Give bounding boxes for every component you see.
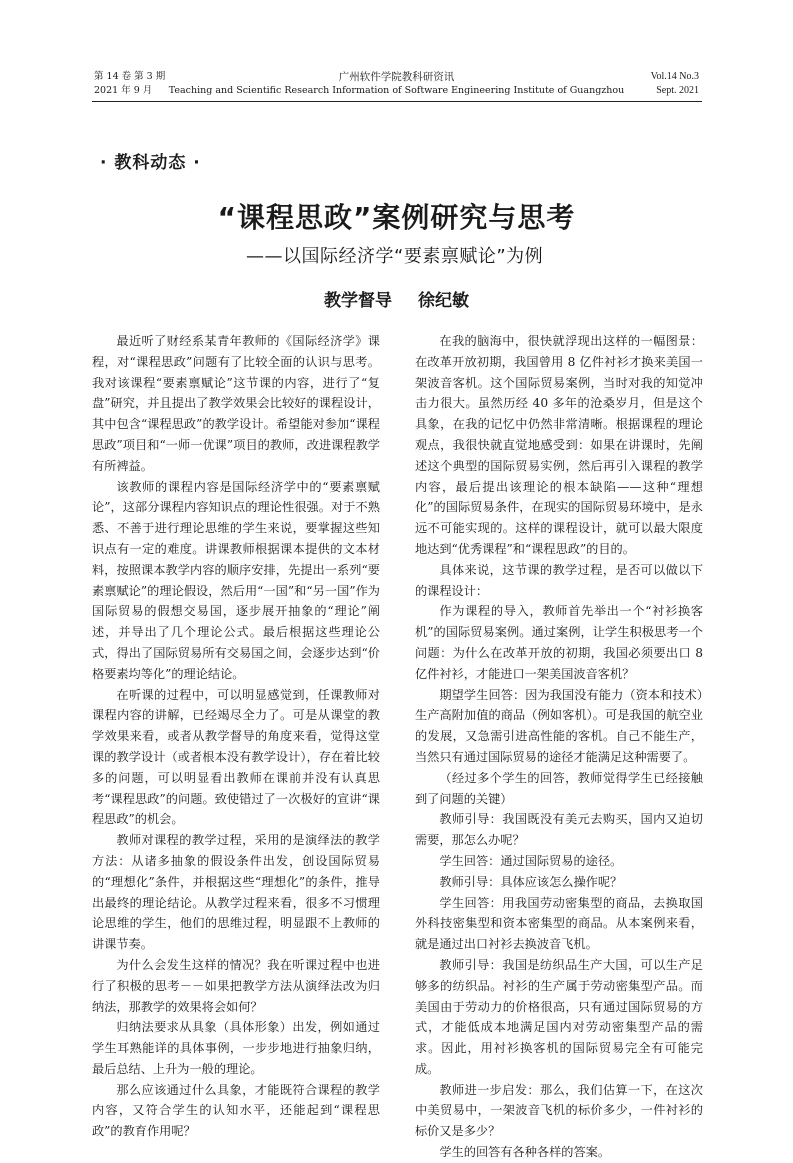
- author-line: [0, 286, 793, 311]
- date-cn: 2021 年 9 月: [94, 85, 153, 96]
- paragraph: 教师对课程的教学过程，采用的是演绎法的教学方法：从诸多抽象的假设条件出发，创设国际贸易的“理想化”条件，并根据这些“理想化”的条件，推导出最终的理论结论。从教学过程来看，很多不习惯理论思维的学生，他们的思维过程，明显跟不上教师的讲课节奏。: [92, 833, 380, 952]
- paragraph: 作为课程的导入，教师首先举出一个“衬衫换客机”的国际贸易案例。通过案例，让学生积极思考一个问题：为什么在改革开放的初期，我国必须要出口 8 亿件衬衫，才能进口一架美国波音客机？: [415, 604, 703, 681]
- body-column-left: [92, 331, 380, 1142]
- paragraph: 在听课的过程中，可以明显感觉到，任课教师对课程内容的讲解，已经竭尽全力了。可是从课堂的教学效果来看，或者从教学督导的角度来看，觉得这堂课的教学设计（或者根本没有教学设计），存在着比较多的问题，可以明显看出教师在课前并没有认真思考“课程思政”的问题。致使错过了一次极好的宣讲“课程思政”的机会。: [92, 687, 380, 827]
- author-name: 徐纪敏: [417, 291, 469, 311]
- paragraph: 那么应该通过什么具象，才能既符合课程的教学内容，又符合学生的认知水平，还能起到“课程思政”的教育作用呢？: [92, 1082, 380, 1139]
- paragraph: 学生回答：用我国劳动密集型的商品，去换取国外科技密集型和资本密集型的商品。从本案例来看，就是通过出口衬衫去换波音飞机。: [415, 895, 703, 952]
- date-en: Sept. 2021: [656, 85, 699, 96]
- volume-en: Vol.14 No.3: [650, 71, 699, 82]
- paragraph: 学生的回答有各种各样的答案。: [439, 1145, 611, 1160]
- paragraph: 为什么会发生这样的情况？我在听课过程中也进行了积极的思考－－如果把教学方法从演绎法改为归纳法，那教学的效果将会如何？: [92, 957, 380, 1014]
- paragraph: （经过多个学生的回答，教师觉得学生已经接触到了问题的关键）: [415, 770, 703, 806]
- body-column-right: [415, 331, 703, 1163]
- paragraph: 在我的脑海中，很快就浮现出这样的一幅图景：在改革开放初期，我国曾用 8 亿件衬衫才换来美国一架波音客机。这个国际贸易案例，当时对我的知觉冲击力很大。虽然历经 40 多年的沧桑岁月，但是这个具象，在我的记忆中仍然非常清晰。根据课程的理论观点，我很快就直觉地感受到：如果在讲课时，先阐述这个典型的国际贸易实例，然后再引入课程的教学内容，最后提出该理论的根本缺陷——这种“理想化”的国际贸易条件，在现实的国际贸易环境中，是永远不可能实现的。这样的课程设计，就可以最大限度地达到“优秀课程”和“课程思政”的目的。: [415, 334, 703, 556]
- article-subtitle: ——以国际经济学“要素禀赋论”为例: [246, 246, 544, 267]
- paragraph: 归纳法要求从具象（具体形象）出发，例如通过学生耳熟能详的具体事例，一步步地进行抽象归纳，最后总结、上升为一般的理论。: [92, 1020, 380, 1076]
- paragraph: 学生回答：通过国际贸易的途径。: [439, 853, 623, 868]
- paragraph: 教师引导：我国既没有美元去购买，国内又迫切需要，那怎么办呢？: [415, 812, 703, 848]
- journal-title-en: Teaching and Scientific Research Information of Software Engineering Institute of Guangzhou: [168, 85, 625, 96]
- volume-cn: 第 14 卷 第 3 期: [94, 71, 166, 82]
- paragraph: 教师引导：具体应该怎么操作呢？: [439, 874, 623, 889]
- paragraph: 具体来说，这节课的教学过程，是否可以做以下的课程设计：: [415, 562, 703, 598]
- author-role: 教学督导: [324, 291, 393, 311]
- journal-title-cn: 广州软件学院教科研资讯: [338, 71, 455, 83]
- paragraph: 该教师的课程内容是国际经济学中的“要素禀赋论”，这部分课程内容知识点的理论性很强。对于不熟悉、不善于进行理论思维的学生来说，要掌握这些知识点有一定的难度。讲课教师根据课本提供的文本材料，按照课本教学内容的顺序安排，先提出一系列“要素禀赋论”的理论假设，然后用“一国”和“另一国”作为国际贸易的假想交易国，逐步展开抽象的“理论”阐述，并导出了几个理论公式。最后根据这些理论公式，得出了国际贸易所有交易国之间，会逐步达到“价格要素均等化”的理论结论。: [92, 479, 380, 681]
- paragraph: 教师引导：我国是纺织品生产大国，可以生产足够多的纺织品。衬衫的生产属于劳动密集型产品。而美国由于劳动力的价格很高，只有通过国际贸易的方式，才能低成本地满足国内对劳动密集型产品的需求。因此，用衬衫换客机的国际贸易完全有可能完成。: [415, 957, 703, 1076]
- article-title: “课程思政”案例研究与思考: [217, 201, 576, 234]
- paragraph: 期望学生回答：因为我国没有能力（资本和技术）生产高附加值的商品（例如客机）。可是我国的航空业的发展，又急需引进高性能的客机。自己不能生产，当然只有通过国际贸易的途径才能满足这种需要了。: [415, 687, 703, 764]
- paragraph: 最近听了财经系某青年教师的《国际经济学》课程，对“课程思政”问题有了比较全面的认识与思考。我对该课程“要素禀赋论”这节课的内容，进行了“复盘”研究，并且提出了教学效果会比较好的课程设计，其中包含“课程思政”的教学设计。希望能对参加“课程思政”项目和“一师一优课”项目的教师，改进课程教学有所裨益。: [92, 334, 380, 473]
- section-label: · 教科动态 ·: [100, 153, 201, 173]
- paragraph: 教师进一步启发：那么，我们估算一下，在这次中美贸易中，一架波音飞机的标价多少，一件衬衫的标价又是多少？: [415, 1082, 703, 1139]
- header-divider: [92, 101, 702, 102]
- header-right: [651, 70, 699, 98]
